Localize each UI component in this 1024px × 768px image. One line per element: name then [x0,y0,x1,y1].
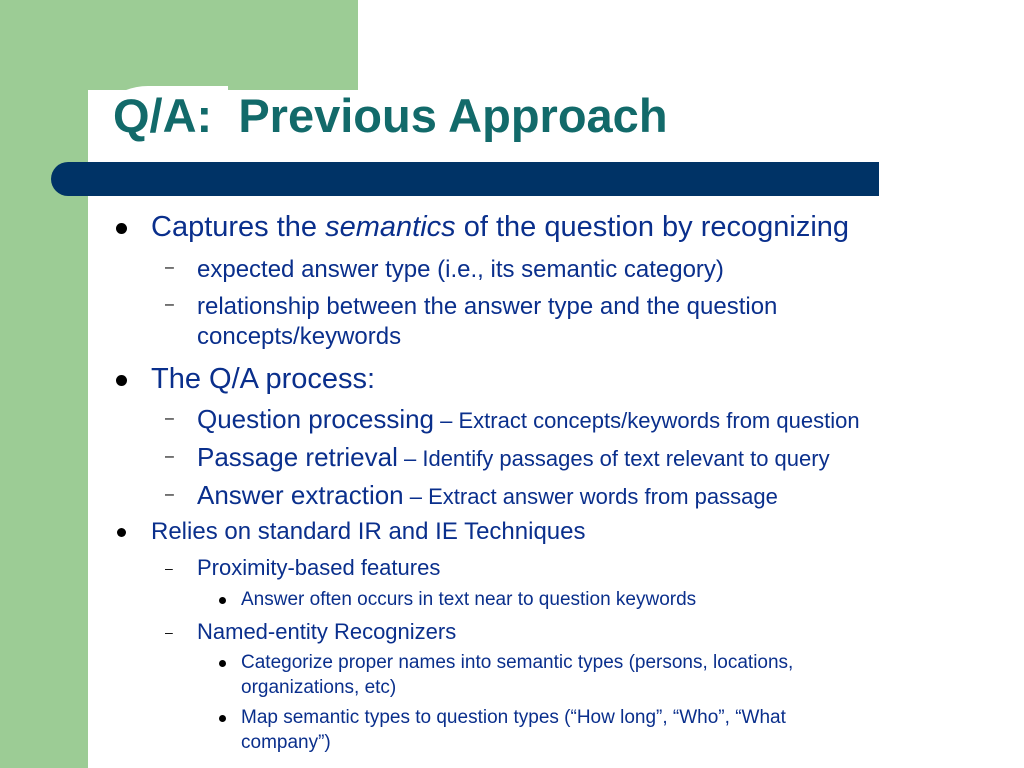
bullet-2: The Q/A process: [151,363,376,395]
bullet-icon [219,660,226,667]
dash-icon: – [165,448,174,465]
bullet-3-sub-2: Named-entity Recognizers [197,619,457,644]
slide-title: Q/A: Previous Approach [113,89,668,142]
bullet-3-sub-1-item-1: Answer often occurs in text near to question keywords [241,589,697,610]
bullet-icon [116,375,127,386]
dash-icon: – [165,259,174,276]
bullet-2-sub-2 [197,442,830,473]
bullet-icon [219,597,226,604]
bullet-2-sub-1-rest: – Extract concepts/keywords from question [434,408,860,433]
bullet-2-sub-1-main: Question processing [197,404,435,434]
bullet-1-sub-2-line-1: relationship between the answer type and the question [197,293,778,320]
bullet-2-sub-1 [197,404,860,435]
bullet-2-sub-3-main: Answer extraction [197,480,404,510]
bullet-2-sub-3-rest: – Extract answer words from passage [403,484,778,509]
bullet-1-emphasis: semantics [325,211,456,243]
bullet-3-sub-2-item-1-line-1: Categorize proper names into semantic types (persons, locations, [241,652,794,673]
bullet-2-sub-2-main: Passage retrieval [197,442,398,472]
bullet-3-sub-2-item-2-line-2: company”) [241,732,331,753]
bullet-icon [116,223,127,234]
bullet-icon [117,528,126,537]
dash-icon: – [165,296,174,313]
bullet-icon [219,715,226,722]
bullet-1-sub-2-line-2: concepts/keywords [197,323,402,350]
bullet-3-sub-2-item-2-line-1: Map semantic types to question types (“How long”, “Who”, “What [241,707,786,728]
bullet-1-pre: Captures the [151,211,326,243]
bullet-3: Relies on standard IR and IE Techniques [151,518,586,545]
bullet-3-sub-2-item-1-line-2: organizations, etc) [241,677,397,698]
dash-icon: – [165,486,174,503]
bullet-2-sub-2-rest: – Identify passages of text relevant to query [397,446,830,471]
bullet-1-post: of the question by recognizing [455,211,850,243]
bullet-3-sub-1: Proximity-based features [197,555,441,580]
bullet-1-sub-1: expected answer type (i.e., its semantic category) [197,256,724,283]
dash-icon: – [165,410,174,427]
dash-icon: – [165,560,173,576]
green-left-band [0,0,88,768]
dash-icon: – [165,624,173,640]
bullet-1 [151,211,849,244]
title-underline-bar [51,162,879,196]
bullet-2-sub-3 [197,480,778,511]
